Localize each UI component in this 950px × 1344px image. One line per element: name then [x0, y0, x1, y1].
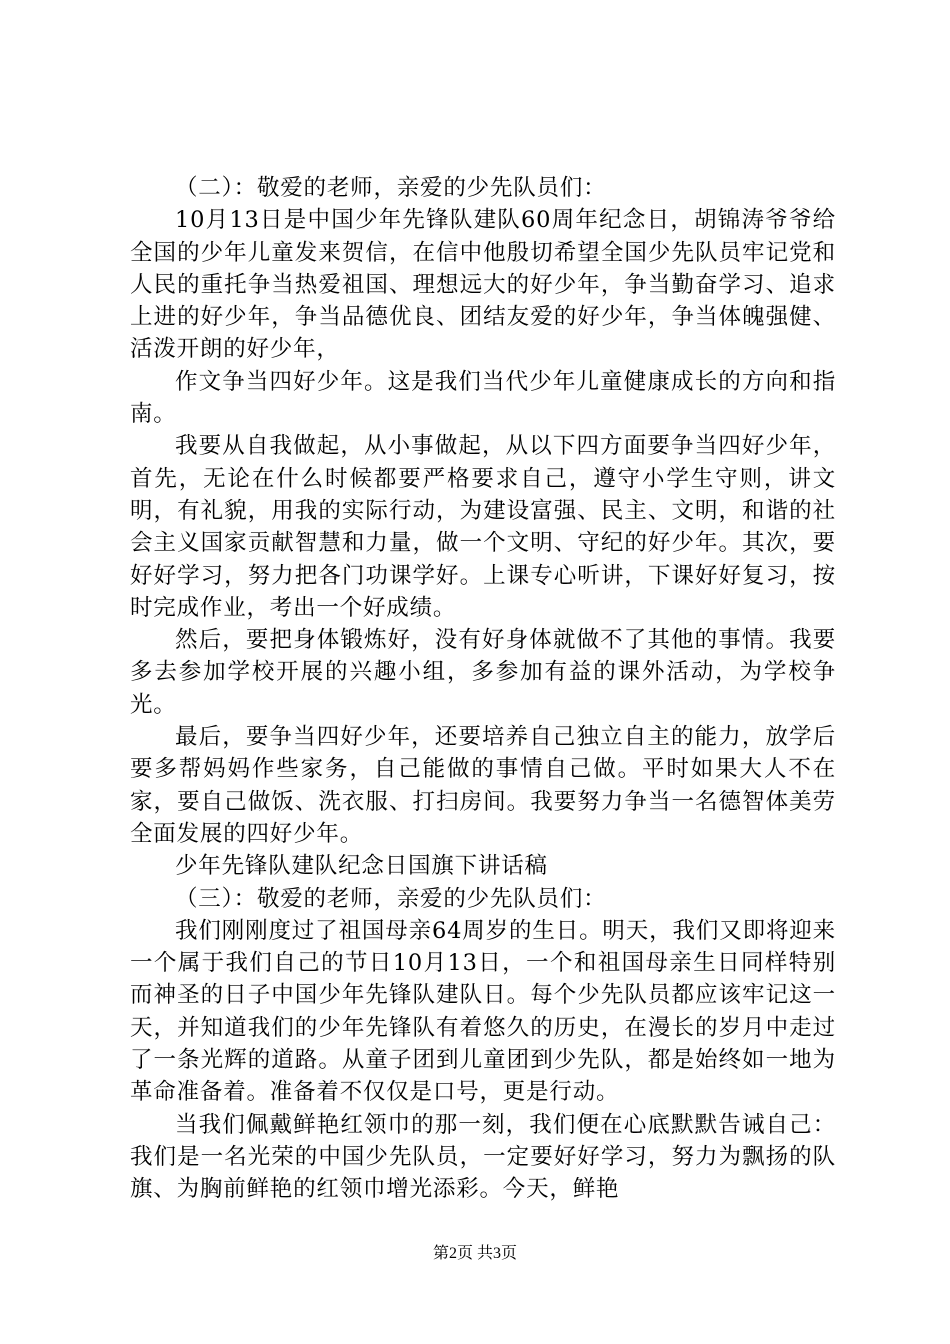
paragraph: 少年先锋队建队纪念日国旗下讲话稿 — [175, 853, 548, 880]
paragraph: 最后，要争当四好少年，还要培养自己独立自主的能力，放学后要多帮妈妈作些家务，自己能做的事情自己做。平时如果大人不在家，要自己做饭、洗衣服、打扫房间。我要努力争当一名德智体美劳全面发展的四好少年。 — [130, 724, 836, 847]
paragraph: 我们刚刚度过了祖国母亲64周岁的生日。明天，我们又即将迎来一个属于我们自己的节日10月13日，一个和祖国母亲生日同样特别而神圣的日子中国少年先锋队建队日。每个少先队员都应该牢记这一天，并知道我们的少年先锋队有着悠久的历史，在漫长的岁月中走过了一条光辉的道路。从童子团到儿童团到少先队，都是始终如一地为革命准备着。准备着不仅仅是口号，更是行动。 — [130, 917, 836, 1106]
paragraph: （二）：敬爱的老师，亲爱的少先队员们： — [175, 175, 607, 201]
document-body — [130, 172, 836, 1206]
paragraph: 我要从自我做起，从小事做起，从以下四方面要争当四好少年，首先，无论在什么时候都要严格要求自己，遵守小学生守则，讲文明，有礼貌，用我的实际行动，为建设富强、民主、文明，和谐的社会主义国家贡献智慧和力量，做一个文明、守纪的好少年。其次，要好好学习，努力把各门功课学好。上课专心听讲，下课好好复习，按时完成作业，考出一个好成绩。 — [130, 433, 836, 621]
paragraph: （三）：敬爱的老师，亲爱的少先队员们： — [175, 885, 607, 912]
paragraph: 10月13日是中国少年先锋队建队60周年纪念日，胡锦涛爷爷给全国的少年儿童发来贺信，在信中他殷切希望全国少先队员牢记党和人民的重托争当热爱祖国、理想远大的好少年，争当勤奋学习、追求上进的好少年，争当品德优良、团结友爱的好少年，争当体魄强健、活泼开朗的好少年， — [130, 207, 836, 363]
page-number-footer: 第2页 共3页 — [432, 1245, 517, 1262]
paragraph: 作文争当四好少年。这是我们当代少年儿童健康成长的方向和指南。 — [130, 368, 836, 428]
paragraph: 然后，要把身体锻炼好，没有好身体就做不了其他的事情。我要多去参加学校开展的兴趣小组，多参加有益的课外活动，为学校争光。 — [130, 627, 836, 718]
paragraph: 当我们佩戴鲜艳红领巾的那一刻，我们便在心底默默告诫自己：我们是一名光荣的中国少先队员，一定要好好学习，努力为飘扬的队旗、为胸前鲜艳的红领巾增光添彩。今天，鲜艳 — [130, 1111, 836, 1203]
